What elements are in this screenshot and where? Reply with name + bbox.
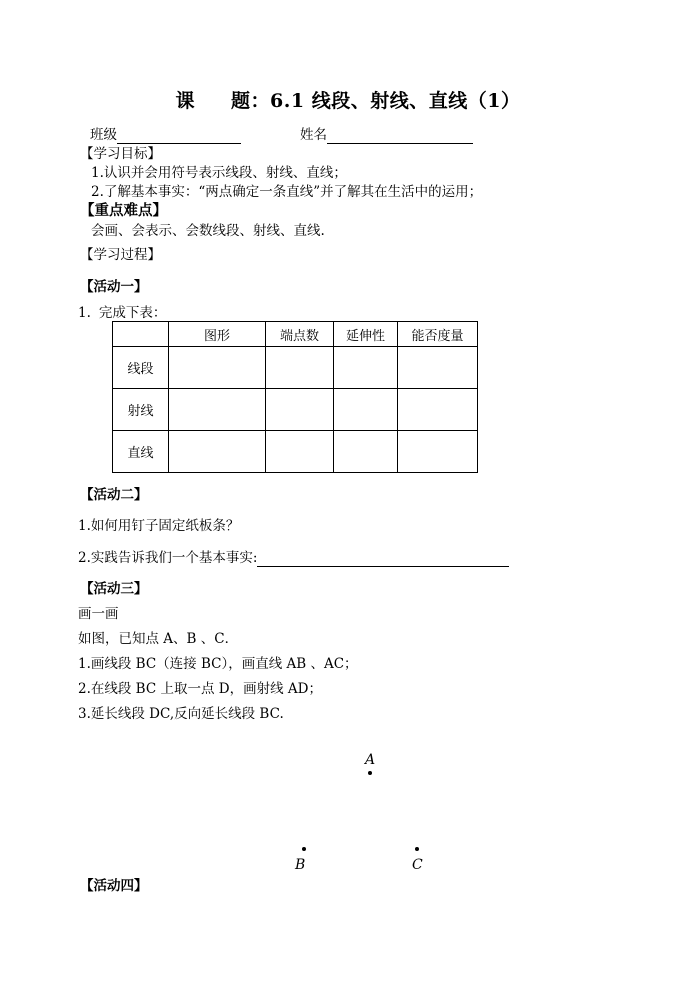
table-row: [113, 389, 478, 431]
table-row: [113, 347, 478, 389]
goal-item: 2.了解基本事实：“两点确定一条直线”并了解其在生活中的运用；: [91, 184, 483, 200]
point-c-label: C: [412, 857, 423, 873]
name-label: 姓名: [300, 127, 327, 143]
activity2-statement: [78, 549, 509, 567]
process-heading: 【学习过程】: [80, 247, 161, 263]
activity3-step: 2.在线段 BC 上取一点 D，画射线 AD；: [78, 681, 322, 697]
statement-text: 2.实践告诉我们一个基本事实:: [78, 550, 258, 566]
answer-cell[interactable]: [266, 347, 334, 389]
key-points-heading: 【重点难点】: [80, 202, 167, 219]
comparison-table: [112, 321, 478, 473]
row-label: 线段: [113, 347, 169, 389]
instruction-number: 1.: [78, 305, 91, 321]
answer-cell[interactable]: [169, 389, 266, 431]
table-header-cell: 能否度量: [398, 322, 478, 347]
point-a: [368, 771, 372, 775]
goals-heading: 【学习目标】: [80, 146, 161, 162]
activity3-heading: 【活动三】: [80, 581, 148, 597]
table-header-cell: [113, 322, 169, 347]
table-header-cell: 端点数: [266, 322, 334, 347]
class-blank[interactable]: [117, 129, 241, 144]
table-header-cell: 延伸性: [334, 322, 398, 347]
instruction-text: 完成下表：: [98, 305, 167, 321]
point-a-label: A: [365, 752, 376, 768]
answer-cell[interactable]: [398, 347, 478, 389]
activity3-intro: 如图，已知点 A、B 、C．: [78, 631, 239, 647]
row-label: 直线: [113, 431, 169, 473]
activity3-step: 3.延长线段 DC,反向延长线段 BC.: [78, 706, 284, 722]
answer-cell[interactable]: [169, 347, 266, 389]
activity2-question: 1.如何用钉子固定纸板条？: [78, 518, 240, 534]
row-label: 射线: [113, 389, 169, 431]
page-title: 课 题：6.1 线段、射线、直线（1）: [175, 90, 521, 112]
answer-cell[interactable]: [266, 389, 334, 431]
activity1-instruction: [78, 304, 166, 322]
activity1-heading: 【活动一】: [80, 279, 148, 295]
activity3-step: 1.画线段 BC（连接 BC），画直线 AB 、AC；: [78, 656, 358, 672]
table-header-cell: 图形: [169, 322, 266, 347]
answer-cell[interactable]: [334, 389, 398, 431]
answer-blank[interactable]: [257, 552, 509, 567]
table-row: [113, 431, 478, 473]
answer-cell[interactable]: [398, 389, 478, 431]
answer-cell[interactable]: [334, 431, 398, 473]
name-blank[interactable]: [327, 129, 473, 144]
activity4-heading: 【活动四】: [80, 878, 148, 894]
name-field: [300, 126, 473, 144]
answer-cell[interactable]: [334, 347, 398, 389]
answer-cell[interactable]: [398, 431, 478, 473]
activity2-heading: 【活动二】: [80, 487, 148, 503]
class-label: 班级: [90, 127, 117, 143]
activity3-subheading: 画一画: [78, 606, 119, 622]
key-points-text: 会画、会表示、会数线段、射线、直线.: [91, 223, 325, 239]
answer-cell[interactable]: [266, 431, 334, 473]
table-header-row: [113, 322, 478, 347]
point-b: [302, 847, 306, 851]
goal-item: 1.认识并会用符号表示线段、射线、直线；: [91, 165, 347, 181]
answer-cell[interactable]: [169, 431, 266, 473]
class-field: [90, 126, 241, 144]
point-c: [415, 847, 419, 851]
point-b-label: B: [295, 857, 306, 873]
